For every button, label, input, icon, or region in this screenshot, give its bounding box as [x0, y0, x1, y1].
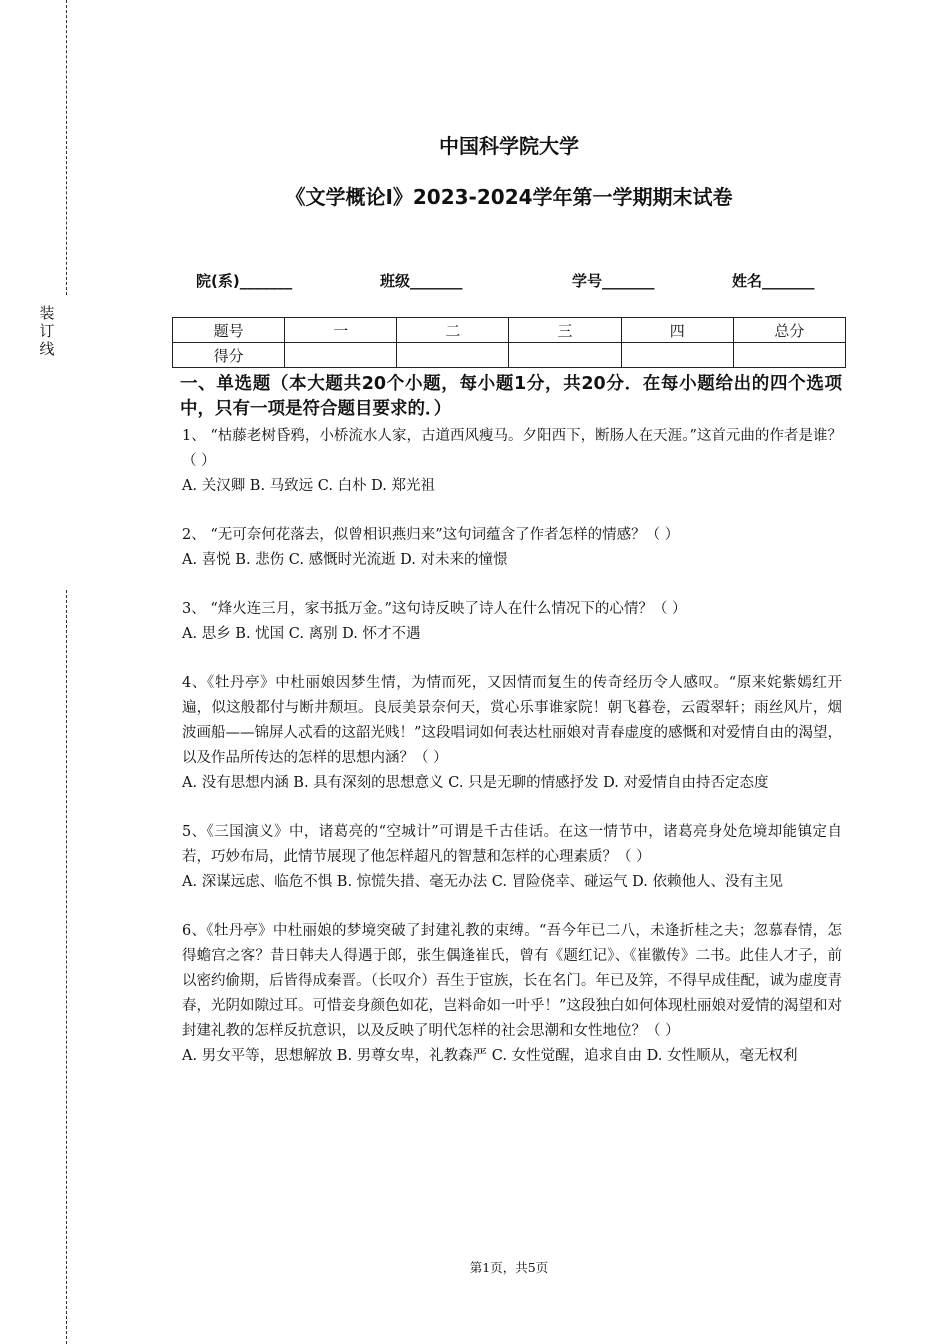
university-name: 中国科学院大学 — [439, 134, 579, 158]
name-field: 姓名_______ — [732, 272, 815, 290]
table-cell-question-no: 题号 — [173, 318, 285, 343]
score-cell-total — [733, 343, 845, 368]
page-footer: 第1页，共5页 — [469, 1260, 549, 1275]
question-3 — [182, 597, 842, 647]
table-cell-total: 总分 — [733, 318, 845, 343]
score-cell-1 — [285, 343, 397, 368]
binding-line-bottom — [66, 590, 67, 1344]
table-cell-score-label: 得分 — [173, 343, 285, 368]
question-2 — [182, 523, 842, 573]
question-stem: 1、 “枯藤老树昏鸦，小桥流水人家，古道西风瘦马。夕阳西下，断肠人在天涯。”这首元曲的作者是谁？（ ） — [182, 428, 842, 469]
question-stem: 5、《三国演义》中，诸葛亮的“空城计”可谓是千古佳话。在这一情节中，诸葛亮身处危境却能镇定自若，巧妙布局，此情节展现了他怎样超凡的智慧和怎样的心理素质？（ ） — [182, 824, 842, 865]
score-cell-2 — [397, 343, 509, 368]
question-stem: 4、《牡丹亭》中杜丽娘因梦生情，为情而死，又因情而复生的传奇经历令人感叹。“原来姹紫嫣红开遍，似这般都付与断井颓垣。良辰美景奈何天，赏心乐事谁家院！朝飞暮卷，云霞翠轩；雨丝风片，烟波画船——锦屏人忒看的这韶光贱！”这段唱词如何表达杜丽娘对青春虚度的感慨和对爱情自由的渴望，以及作品所传达的怎样的思想内涵？（ ） — [182, 675, 842, 766]
score-table-score-row — [173, 343, 846, 368]
score-table — [172, 317, 846, 368]
question-stem: 6、《牡丹亭》中杜丽娘的梦境突破了封建礼教的束缚。“吾今年已二八，未逢折桂之夫；忽慕春情，怎得蟾宫之客？昔日韩夫人得遇于郎，张生偶逢崔氏，曾有《题红记》、《崔徽传》二书。此佳人才子，前以密约偷期，后皆得成秦晋。（长叹介）吾生于宦族，长在名门。年已及笄，不得早成佳配，诚为虚度青春，光阴如隙过耳。可惜妾身颜色如花，岂料命如一叶乎！”这段独白如何体现杜丽娘对爱情的渴望和对封建礼教的怎样反抗意识，以及反映了明代怎样的社会思潮和女性地位？（ ） — [182, 923, 842, 1039]
question-options: A. 男女平等，思想解放 B. 男尊女卑，礼教森严 C. 女性觉醒，追求自由 D. 女性顺从，毫无权利 — [182, 1048, 798, 1064]
binding-char: 线 — [39, 340, 55, 358]
binding-label — [38, 304, 56, 358]
question-stem: 3、 “烽火连三月，家书抵万金。”这句诗反映了诗人在什么情况下的心情？（ ） — [182, 601, 687, 617]
table-cell-section-1: 一 — [285, 318, 397, 343]
question-options: A. 喜悦 B. 悲伤 C. 感慨时光流逝 D. 对未来的憧憬 — [182, 552, 508, 568]
class-field: 班级_______ — [380, 272, 463, 290]
table-cell-section-2: 二 — [397, 318, 509, 343]
table-cell-section-4: 四 — [621, 318, 733, 343]
binding-char: 订 — [39, 322, 55, 340]
score-cell-4 — [621, 343, 733, 368]
exam-content — [182, 372, 842, 1069]
question-4 — [182, 671, 842, 796]
question-options: A. 没有思想内涵 B. 具有深刻的思想意义 C. 只是无聊的情感抒发 D. 对爱情自由持否定态度 — [182, 775, 769, 791]
question-5 — [182, 820, 842, 895]
table-cell-section-3: 三 — [509, 318, 621, 343]
question-options: A. 关汉卿 B. 马致远 C. 白朴 D. 郑光祖 — [182, 478, 436, 494]
question-options: A. 深谋远虑、临危不惧 B. 惊慌失措、毫无办法 C. 冒险侥幸、碰运气 D. 依赖他人、没有主见 — [182, 874, 784, 890]
question-6 — [182, 919, 842, 1069]
question-1 — [182, 424, 842, 499]
exam-title: 《文学概论Ⅰ》2023-2024学年第一学期期末试卷 — [285, 185, 733, 209]
section-title: 一、单选题（本大题共20个小题，每小题1分，共20分．在每小题给出的四个选项中，只有一项是符合题目要求的．） — [180, 374, 842, 419]
department-field: 院(系)_______ — [196, 272, 293, 290]
question-options: A. 思乡 B. 忧国 C. 离别 D. 怀才不遇 — [182, 626, 421, 642]
score-table-header-row — [173, 318, 846, 343]
score-cell-3 — [509, 343, 621, 368]
binding-char: 装 — [39, 304, 55, 322]
question-stem: 2、 “无可奈何花落去，似曾相识燕归来”这句词蕴含了作者怎样的情感？（ ） — [182, 527, 680, 543]
student-id-field: 学号_______ — [572, 272, 655, 290]
